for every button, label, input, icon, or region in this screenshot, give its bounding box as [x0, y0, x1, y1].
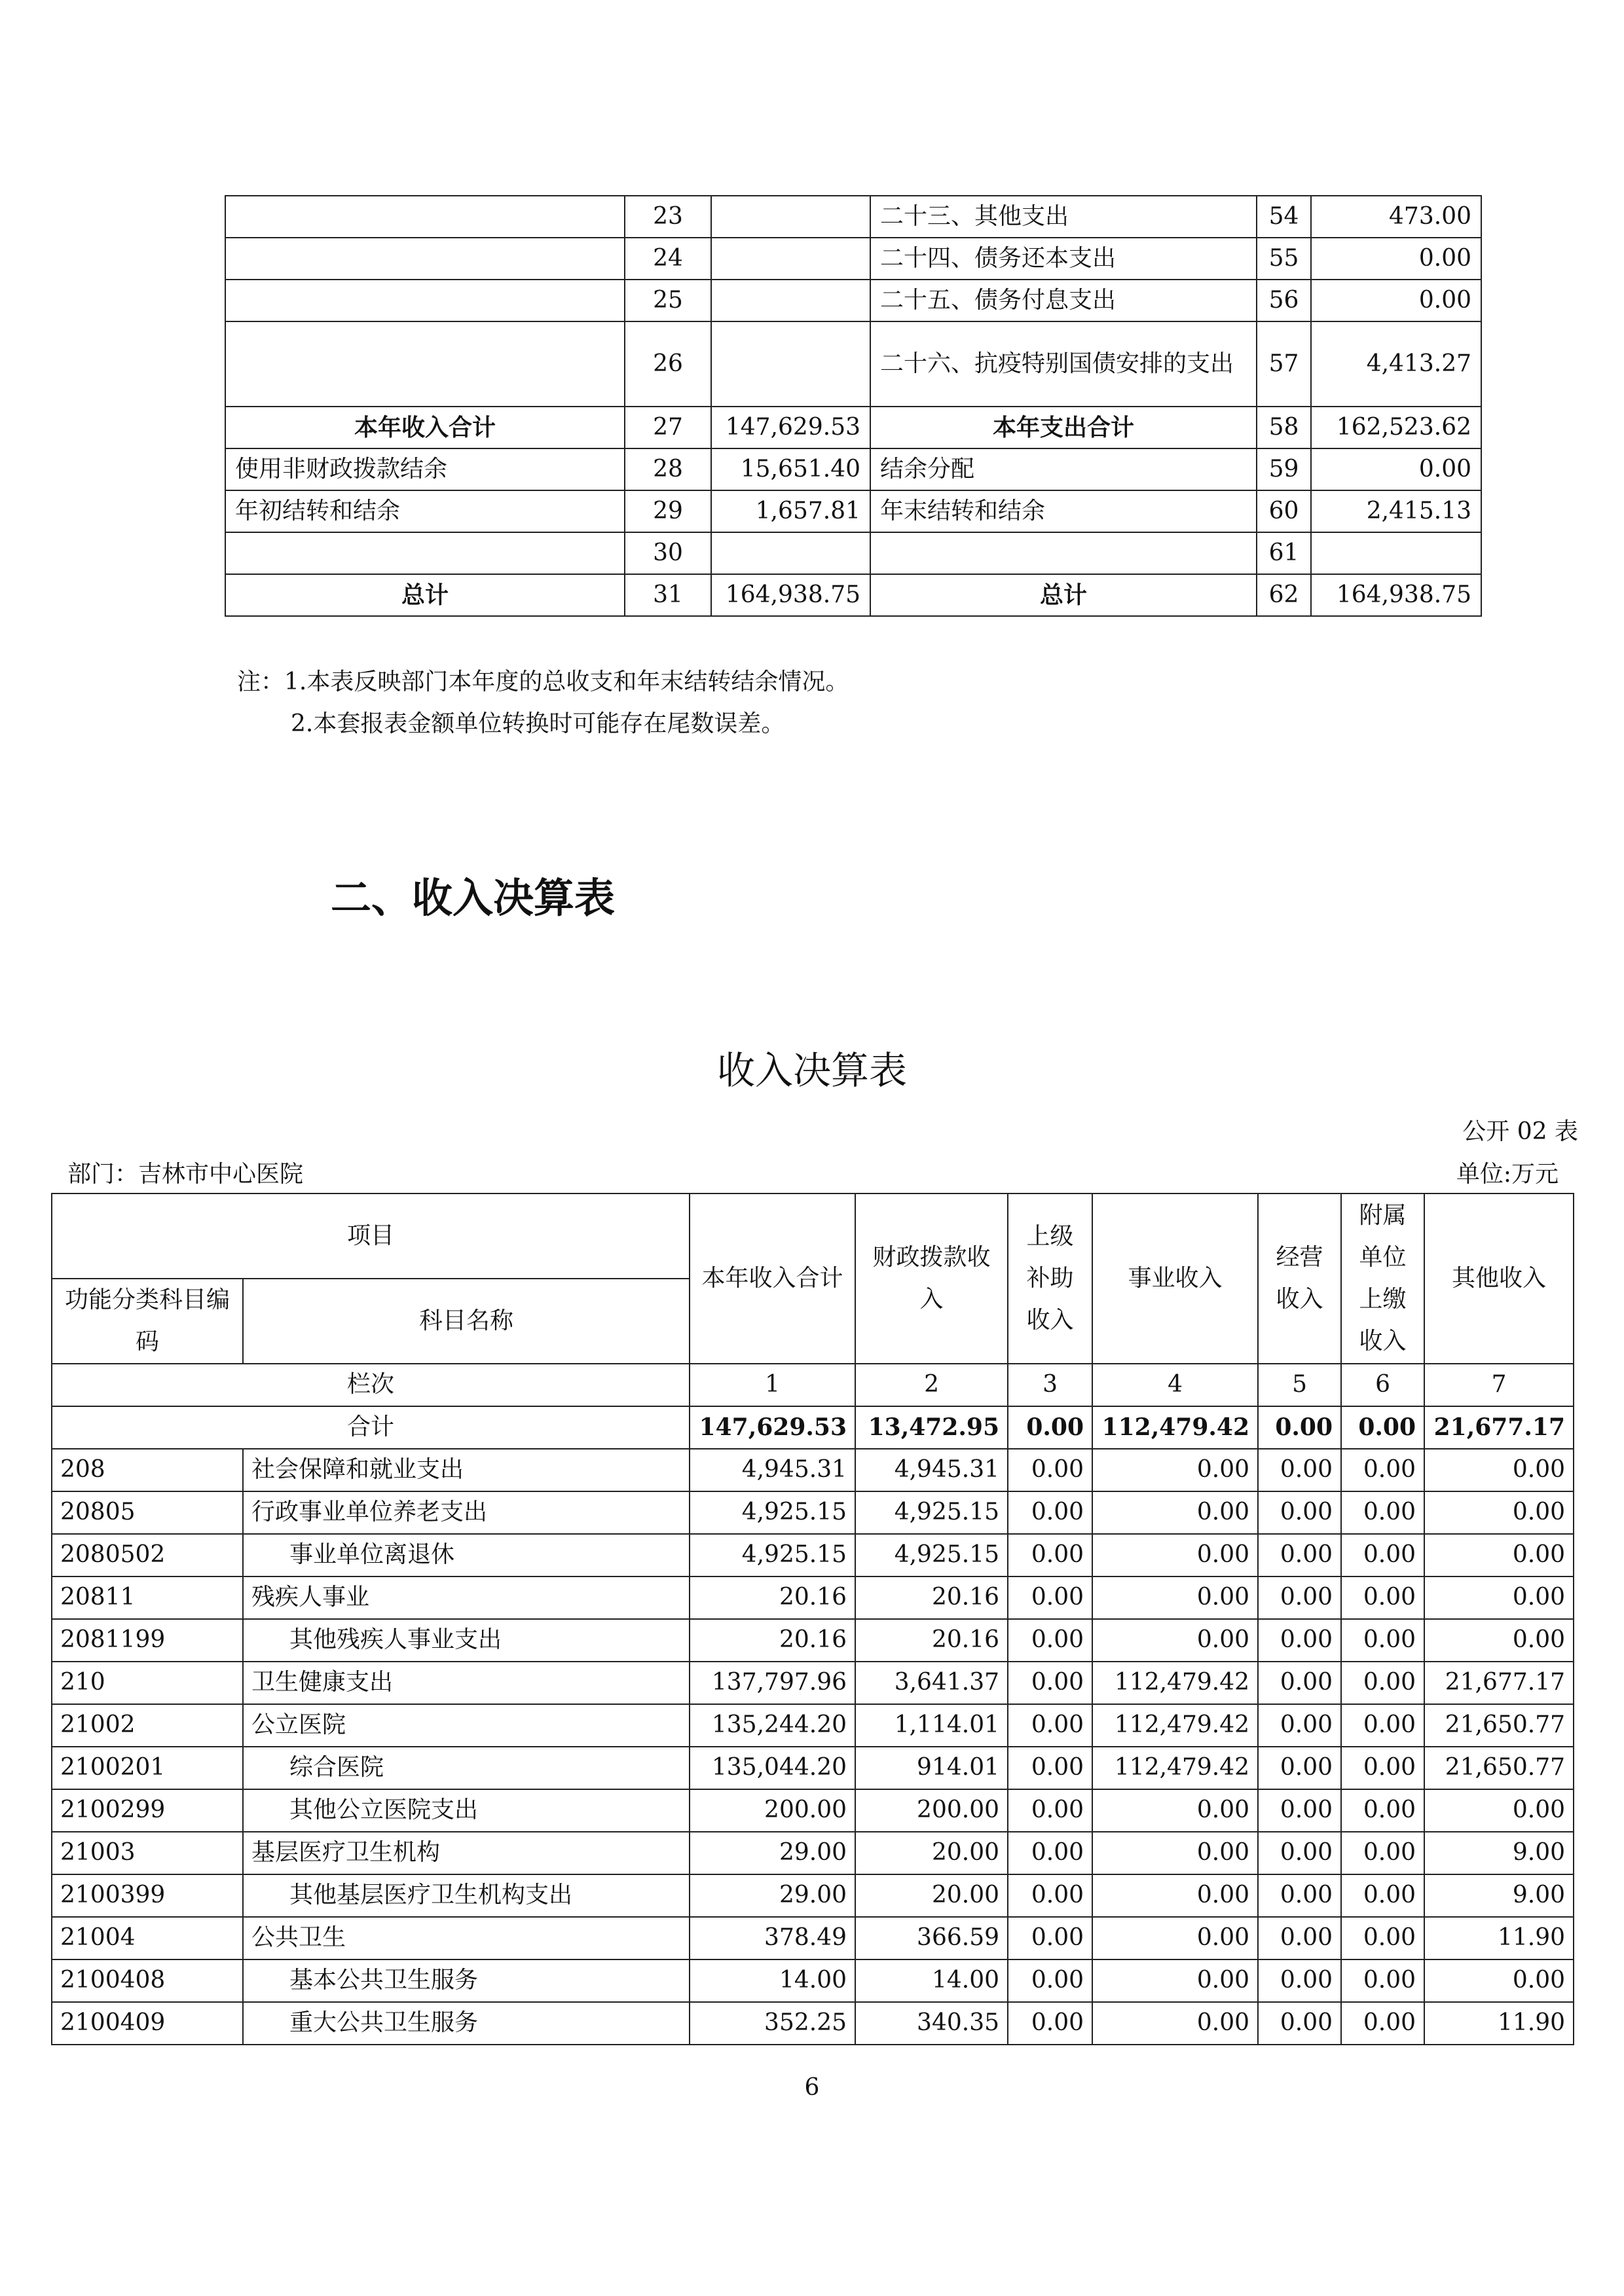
subject-name: 卫生健康支出 — [243, 1662, 690, 1704]
total-value: 21,677.17 — [1424, 1406, 1574, 1449]
table-notes — [237, 661, 849, 745]
header-fiscal: 财政拨款收入 — [855, 1194, 1008, 1364]
amount-cell: 20.16 — [855, 1619, 1008, 1662]
summary-row — [225, 321, 1481, 407]
income-amount — [711, 532, 870, 574]
expense-line-no: 55 — [1257, 238, 1311, 280]
income-line-no: 28 — [625, 448, 711, 490]
amount-cell: 112,479.42 — [1092, 1662, 1258, 1704]
expense-line-no: 61 — [1257, 532, 1311, 574]
expense-line-no: 54 — [1257, 196, 1311, 238]
total-value: 0.00 — [1258, 1406, 1341, 1449]
amount-cell: 0.00 — [1341, 1917, 1424, 1959]
income-amount — [711, 196, 870, 238]
total-value: 147,629.53 — [690, 1406, 855, 1449]
expense-line-no: 60 — [1257, 490, 1311, 532]
section-heading: 二、收入决算表 — [331, 874, 616, 922]
amount-cell: 0.00 — [1341, 1959, 1424, 2002]
expense-item: 二十六、抗疫特别国债安排的支出 — [870, 321, 1257, 407]
summary-row — [225, 532, 1481, 574]
amount-cell: 0.00 — [1008, 1449, 1092, 1491]
expense-line-no: 57 — [1257, 321, 1311, 407]
income-line-no: 25 — [625, 280, 711, 321]
amount-cell: 0.00 — [1092, 1449, 1258, 1491]
amount-cell: 112,479.42 — [1092, 1747, 1258, 1789]
amount-cell: 0.00 — [1008, 1619, 1092, 1662]
expense-item: 二十四、债务还本支出 — [870, 238, 1257, 280]
summary-row — [225, 238, 1481, 280]
amount-cell: 4,945.31 — [855, 1449, 1008, 1491]
summary-row — [225, 196, 1481, 238]
subject-code: 2100399 — [52, 1874, 243, 1917]
income-amount — [711, 321, 870, 407]
amount-cell: 20.00 — [855, 1874, 1008, 1917]
summary-row — [225, 490, 1481, 532]
subject-name: 其他基层医疗卫生机构支出 — [243, 1874, 690, 1917]
income-line-no: 30 — [625, 532, 711, 574]
amount-cell: 0.00 — [1008, 1832, 1092, 1874]
summary-row — [225, 574, 1481, 616]
table-row — [52, 1619, 1574, 1662]
header-business: 事业收入 — [1092, 1194, 1258, 1364]
amount-cell: 0.00 — [1341, 1491, 1424, 1534]
table-row — [52, 1917, 1574, 1959]
amount-cell: 4,925.15 — [855, 1534, 1008, 1576]
income-line-no: 31 — [625, 574, 711, 616]
amount-cell: 0.00 — [1092, 1619, 1258, 1662]
amount-cell: 0.00 — [1341, 1534, 1424, 1576]
amount-cell: 0.00 — [1258, 1959, 1341, 2002]
subject-code: 21004 — [52, 1917, 243, 1959]
total-label: 合计 — [52, 1406, 690, 1449]
subject-code: 21002 — [52, 1704, 243, 1747]
income-final-accounts-table — [51, 1193, 1574, 2045]
subject-code: 2100409 — [52, 2002, 243, 2045]
amount-cell: 0.00 — [1424, 1449, 1574, 1491]
income-line-no: 29 — [625, 490, 711, 532]
amount-cell: 0.00 — [1258, 2002, 1341, 2045]
amount-cell: 29.00 — [690, 1832, 855, 1874]
expense-item: 二十五、债务付息支出 — [870, 280, 1257, 321]
income-item: 本年收入合计 — [225, 407, 625, 448]
amount-cell: 0.00 — [1341, 1874, 1424, 1917]
amount-cell: 0.00 — [1341, 1704, 1424, 1747]
amount-cell: 0.00 — [1424, 1576, 1574, 1619]
subject-code: 208 — [52, 1449, 243, 1491]
table-row — [52, 2002, 1574, 2045]
subject-code: 2100408 — [52, 1959, 243, 2002]
amount-cell: 20.16 — [690, 1619, 855, 1662]
income-amount: 1,657.81 — [711, 490, 870, 532]
expense-amount: 2,415.13 — [1311, 490, 1481, 532]
amount-cell: 4,925.15 — [690, 1534, 855, 1576]
note-line-1: 注：1.本表反映部门本年度的总收支和年末结转结余情况。 — [237, 668, 849, 695]
column-number: 5 — [1258, 1364, 1341, 1406]
subject-name: 其他残疾人事业支出 — [243, 1619, 690, 1662]
note-line-2: 2.本套报表金额单位转换时可能存在尾数误差。 — [291, 710, 785, 737]
expense-amount: 0.00 — [1311, 448, 1481, 490]
amount-cell: 135,244.20 — [690, 1704, 855, 1747]
income-line-no: 27 — [625, 407, 711, 448]
column-number: 1 — [690, 1364, 855, 1406]
amount-cell: 0.00 — [1258, 1491, 1341, 1534]
amount-cell: 0.00 — [1092, 1832, 1258, 1874]
column-number-row — [52, 1364, 1574, 1406]
amount-cell: 14.00 — [855, 1959, 1008, 2002]
summary-row — [225, 280, 1481, 321]
total-value: 112,479.42 — [1092, 1406, 1258, 1449]
total-value: 13,472.95 — [855, 1406, 1008, 1449]
subject-name: 残疾人事业 — [243, 1576, 690, 1619]
amount-cell: 0.00 — [1008, 2002, 1092, 2045]
expense-amount — [1311, 532, 1481, 574]
amount-cell: 9.00 — [1424, 1832, 1574, 1874]
amount-cell: 14.00 — [690, 1959, 855, 2002]
amount-cell: 21,677.17 — [1424, 1662, 1574, 1704]
expense-line-no: 56 — [1257, 280, 1311, 321]
amount-cell: 11.90 — [1424, 1917, 1574, 1959]
summary-row — [225, 407, 1481, 448]
subject-name: 重大公共卫生服务 — [243, 2002, 690, 2045]
amount-cell: 0.00 — [1341, 1449, 1424, 1491]
amount-cell: 21,650.77 — [1424, 1704, 1574, 1747]
expense-item: 总计 — [870, 574, 1257, 616]
subject-name: 公立医院 — [243, 1704, 690, 1747]
amount-cell: 0.00 — [1424, 1619, 1574, 1662]
expense-item: 本年支出合计 — [870, 407, 1257, 448]
form-number: 公开 02 表 — [1462, 1118, 1578, 1145]
subject-code: 21003 — [52, 1832, 243, 1874]
amount-cell: 0.00 — [1258, 1874, 1341, 1917]
income-item — [225, 238, 625, 280]
header-operating: 经营收入 — [1258, 1194, 1341, 1364]
header-superior: 上级补助收入 — [1008, 1194, 1092, 1364]
amount-cell: 0.00 — [1092, 1534, 1258, 1576]
amount-cell: 0.00 — [1341, 1576, 1424, 1619]
amount-cell: 352.25 — [690, 2002, 855, 2045]
amount-cell: 366.59 — [855, 1917, 1008, 1959]
total-value: 0.00 — [1341, 1406, 1424, 1449]
subject-name: 基层医疗卫生机构 — [243, 1832, 690, 1874]
amount-cell: 0.00 — [1008, 1917, 1092, 1959]
amount-cell: 378.49 — [690, 1917, 855, 1959]
amount-cell: 4,945.31 — [690, 1449, 855, 1491]
table-row — [52, 1704, 1574, 1747]
header-row-1 — [52, 1194, 1574, 1279]
income-amount: 15,651.40 — [711, 448, 870, 490]
amount-cell: 0.00 — [1008, 1959, 1092, 2002]
amount-cell: 0.00 — [1258, 1534, 1341, 1576]
amount-cell: 0.00 — [1092, 1917, 1258, 1959]
expense-amount: 0.00 — [1311, 238, 1481, 280]
amount-cell: 0.00 — [1092, 1491, 1258, 1534]
table-row — [52, 1449, 1574, 1491]
amount-cell: 0.00 — [1258, 1747, 1341, 1789]
subject-name: 事业单位离退休 — [243, 1534, 690, 1576]
income-item: 使用非财政拨款结余 — [225, 448, 625, 490]
column-number: 6 — [1341, 1364, 1424, 1406]
amount-cell: 0.00 — [1258, 1662, 1341, 1704]
amount-cell: 0.00 — [1008, 1491, 1092, 1534]
page-number: 6 — [804, 2074, 820, 2101]
table-row — [52, 1959, 1574, 2002]
amount-cell: 0.00 — [1258, 1789, 1341, 1832]
subject-name: 社会保障和就业支出 — [243, 1449, 690, 1491]
amount-cell: 3,641.37 — [855, 1662, 1008, 1704]
expense-amount: 162,523.62 — [1311, 407, 1481, 448]
column-number-label: 栏次 — [52, 1364, 690, 1406]
amount-cell: 0.00 — [1341, 2002, 1424, 2045]
amount-cell: 0.00 — [1424, 1534, 1574, 1576]
expense-line-no: 62 — [1257, 574, 1311, 616]
department-label: 部门：吉林市中心医院 — [67, 1161, 304, 1188]
amount-cell: 0.00 — [1258, 1576, 1341, 1619]
amount-cell: 0.00 — [1008, 1789, 1092, 1832]
amount-cell: 0.00 — [1092, 2002, 1258, 2045]
subject-name: 其他公立医院支出 — [243, 1789, 690, 1832]
subject-code: 2100201 — [52, 1747, 243, 1789]
amount-cell: 0.00 — [1341, 1662, 1424, 1704]
amount-cell: 1,114.01 — [855, 1704, 1008, 1747]
expense-item: 结余分配 — [870, 448, 1257, 490]
amount-cell: 0.00 — [1008, 1576, 1092, 1619]
expense-line-no: 59 — [1257, 448, 1311, 490]
expense-item — [870, 532, 1257, 574]
subject-code: 2100299 — [52, 1789, 243, 1832]
amount-cell: 21,650.77 — [1424, 1747, 1574, 1789]
amount-cell: 0.00 — [1008, 1874, 1092, 1917]
summary-row — [225, 448, 1481, 490]
amount-cell: 340.35 — [855, 2002, 1008, 2045]
amount-cell: 20.00 — [855, 1832, 1008, 1874]
amount-cell: 0.00 — [1258, 1619, 1341, 1662]
amount-cell: 0.00 — [1341, 1832, 1424, 1874]
header-func-code: 功能分类科目编码 — [52, 1279, 243, 1364]
income-line-no: 24 — [625, 238, 711, 280]
subject-code: 210 — [52, 1662, 243, 1704]
amount-cell: 0.00 — [1341, 1619, 1424, 1662]
expense-item: 年末结转和结余 — [870, 490, 1257, 532]
subject-name: 行政事业单位养老支出 — [243, 1491, 690, 1534]
amount-cell: 0.00 — [1258, 1917, 1341, 1959]
table-row — [52, 1747, 1574, 1789]
amount-cell: 0.00 — [1341, 1789, 1424, 1832]
amount-cell: 0.00 — [1258, 1832, 1341, 1874]
amount-cell: 0.00 — [1092, 1576, 1258, 1619]
amount-cell: 9.00 — [1424, 1874, 1574, 1917]
expense-amount: 164,938.75 — [1311, 574, 1481, 616]
amount-cell: 0.00 — [1424, 1959, 1574, 2002]
income-item: 年初结转和结余 — [225, 490, 625, 532]
subject-code: 2081199 — [52, 1619, 243, 1662]
expense-item: 二十三、其他支出 — [870, 196, 1257, 238]
amount-cell: 0.00 — [1008, 1662, 1092, 1704]
amount-cell: 0.00 — [1424, 1789, 1574, 1832]
table-row — [52, 1832, 1574, 1874]
total-row — [52, 1406, 1574, 1449]
expense-amount: 0.00 — [1311, 280, 1481, 321]
amount-cell: 0.00 — [1008, 1747, 1092, 1789]
header-affiliated: 附属单位上缴收入 — [1341, 1194, 1424, 1364]
amount-cell: 0.00 — [1258, 1449, 1341, 1491]
income-amount — [711, 238, 870, 280]
amount-cell: 0.00 — [1092, 1959, 1258, 2002]
income-item: 总计 — [225, 574, 625, 616]
amount-cell: 0.00 — [1092, 1789, 1258, 1832]
income-amount: 164,938.75 — [711, 574, 870, 616]
income-item — [225, 532, 625, 574]
table-row — [52, 1789, 1574, 1832]
income-line-no: 26 — [625, 321, 711, 407]
income-item — [225, 280, 625, 321]
amount-cell: 0.00 — [1424, 1491, 1574, 1534]
table-title: 收入决算表 — [716, 1048, 907, 1093]
amount-cell: 200.00 — [855, 1789, 1008, 1832]
amount-cell: 200.00 — [690, 1789, 855, 1832]
header-project: 项目 — [52, 1194, 690, 1279]
amount-cell: 0.00 — [1008, 1704, 1092, 1747]
amount-cell: 29.00 — [690, 1874, 855, 1917]
header-total-income: 本年收入合计 — [690, 1194, 855, 1364]
table-row — [52, 1534, 1574, 1576]
table-row — [52, 1576, 1574, 1619]
subject-code: 20805 — [52, 1491, 243, 1534]
income-item — [225, 321, 625, 407]
header-other: 其他收入 — [1424, 1194, 1574, 1364]
table-row — [52, 1874, 1574, 1917]
expense-amount: 4,413.27 — [1311, 321, 1481, 407]
amount-cell: 914.01 — [855, 1747, 1008, 1789]
amount-cell: 135,044.20 — [690, 1747, 855, 1789]
column-number: 7 — [1424, 1364, 1574, 1406]
amount-cell: 0.00 — [1008, 1534, 1092, 1576]
income-line-no: 23 — [625, 196, 711, 238]
amount-cell: 137,797.96 — [690, 1662, 855, 1704]
table-row — [52, 1662, 1574, 1704]
amount-cell: 4,925.15 — [690, 1491, 855, 1534]
amount-cell: 0.00 — [1092, 1874, 1258, 1917]
subject-name: 综合医院 — [243, 1747, 690, 1789]
income-expense-summary-table — [225, 195, 1482, 617]
table-row — [52, 1491, 1574, 1534]
header-subject-name: 科目名称 — [243, 1279, 690, 1364]
subject-name: 公共卫生 — [243, 1917, 690, 1959]
amount-cell: 11.90 — [1424, 2002, 1574, 2045]
income-amount — [711, 280, 870, 321]
subject-code: 2080502 — [52, 1534, 243, 1576]
unit-label: 单位:万元 — [1456, 1161, 1559, 1188]
amount-cell: 4,925.15 — [855, 1491, 1008, 1534]
amount-cell: 0.00 — [1341, 1747, 1424, 1789]
income-amount: 147,629.53 — [711, 407, 870, 448]
subject-code: 20811 — [52, 1576, 243, 1619]
amount-cell: 20.16 — [690, 1576, 855, 1619]
amount-cell: 112,479.42 — [1092, 1704, 1258, 1747]
expense-amount: 473.00 — [1311, 196, 1481, 238]
total-value: 0.00 — [1008, 1406, 1092, 1449]
subject-name: 基本公共卫生服务 — [243, 1959, 690, 2002]
expense-line-no: 58 — [1257, 407, 1311, 448]
amount-cell: 0.00 — [1258, 1704, 1341, 1747]
amount-cell: 20.16 — [855, 1576, 1008, 1619]
column-number: 2 — [855, 1364, 1008, 1406]
income-item — [225, 196, 625, 238]
column-number: 4 — [1092, 1364, 1258, 1406]
column-number: 3 — [1008, 1364, 1092, 1406]
